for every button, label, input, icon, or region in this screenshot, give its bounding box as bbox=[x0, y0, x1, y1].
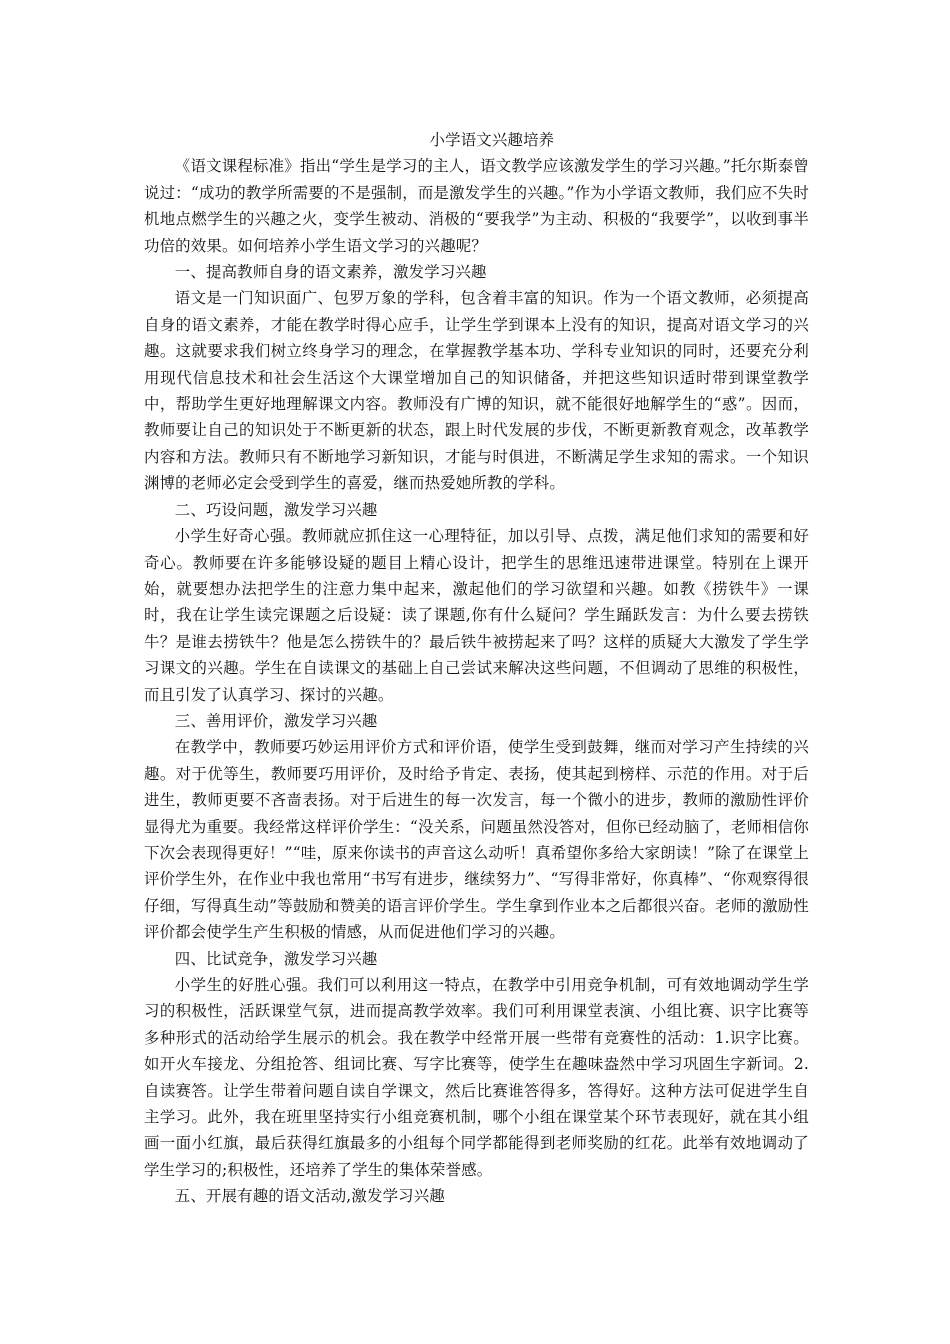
section-4-body: 小学生的好胜心强。我们可以利用这一特点，在教学中引用竞争机制，可有效地调动学生学习的积极性，活跃课堂气氛，进而提高教学效率。我们可利用课堂表演、小组比赛、识字比赛等多种形式的活动给学生展示的机会。我在教学中经常开展一些带有竞赛性的活动：1.识字比赛。如开火车接龙、分组抢答、组词比赛、写字比赛等，使学生在趣味盎然中学习巩固生字新词。2.自读赛答。让学生带着问题自读自学课文，然后比赛谁答得多，答得好。这种方法可促进学生自主学习。此外，我在班里坚持实行小组竞赛机制，哪个小组在课堂某个环节表现好，就在其小组画一面小红旗，最后获得红旗最多的小组每个同学都能得到老师奖励的红花。此举有效地调动了学生学习的;积极性，还培养了学生的集体荣誉感。 bbox=[144, 976, 809, 1179]
section-4-heading: 四、比试竞争，激发学习兴趣 bbox=[174, 949, 378, 968]
section-3-body: 在教学中，教师要巧妙运用评价方式和评价语，使学生受到鼓舞，继而对学习产生持续的兴趣。对于优等生，教师要巧用评价，及时给予肯定、表扬，使其起到榜样、示范的作用。对于后进生，教师更要不吝啬表扬。对于后进生的每一次发言，每一个微小的进步，教师的激励性评价显得尤为重要。我经常这样评价学生：“没关系，问题虽然没答对，但你已经动脑了，老师相信你下次会表现得更好！”“哇，原来你读书的声音这么动听！真希望你多给大家朗读！”除了在课堂上评价学生外，在作业中我也常用“书写有进步，继续努力”、“写得非常好，你真棒”、“你观察得很仔细，写得真生动”等鼓励和赞美的语言评价学生。学生拿到作业本之后都很兴奋。老师的激励性评价都会使学生产生积极的情感，从而促进他们学习的兴趣。 bbox=[144, 738, 809, 942]
document-content bbox=[144, 127, 809, 1210]
section-2-heading: 二、巧设问题，激发学习兴趣 bbox=[174, 500, 378, 519]
section-1-body: 语文是一门知识面广、包罗万象的学科，包含着丰富的知识。作为一个语文教师，必须提高自身的语文素养，才能在教学时得心应手，让学生学到课本上没有的知识，提高对语文学习的兴趣。这就要求我们树立终身学习的理念，在掌握教学基本功、学科专业知识的同时，还要充分利用现代信息技术和社会生活这个大课堂增加自己的知识储备，并把这些知识适时带到课堂教学中，帮助学生更好地理解课文内容。教师没有广博的知识，就不能很好地解学生的“惑”。因而，教师要让自己的知识处于不断更新的状态，跟上时代发展的步伐，不断更新教育观念，改革教学内容和方法。教师只有不断地学习新知识，才能与时俱进，不断满足学生求知的需求。一个知识渊博的老师必定会受到学生的喜爱，继而热爱她所教的学科。 bbox=[144, 289, 809, 493]
section-5-heading: 五、开展有趣的语文活动,激发学习兴趣 bbox=[174, 1187, 445, 1206]
section-1-heading: 一、提高教师自身的语文素养，激发学习兴趣 bbox=[174, 263, 487, 282]
section-3-heading: 三、善用评价，激发学习兴趣 bbox=[174, 711, 378, 730]
section-2-body: 小学生好奇心强。教师就应抓住这一心理特征，加以引导、点拨，满足他们求知的需要和好奇心。教师要在许多能够设疑的题目上精心设计，把学生的思维迅速带进课堂。特别在上课开始，就要想办法把学生的注意力集中起来，激起他们的学习欲望和兴趣。如教《捞铁牛》一课时，我在让学生读完课题之后设疑：读了课题,你有什么疑问？学生踊跃发言：为什么要去捞铁牛？是谁去捞铁牛？他是怎么捞铁牛的？最后铁牛被捞起来了吗？这样的质疑大大激发了学生学习课文的兴趣。学生在自读课文的基础上自己尝试来解决这些问题，不但调动了思维的积极性，而且引发了认真学习、探讨的兴趣。 bbox=[144, 527, 809, 704]
document-title: 小学语文兴趣培养 bbox=[429, 131, 555, 149]
intro-paragraph: 《语文课程标准》指出“学生是学习的主人，语文教学应该激发学生的学习兴趣。”托尔斯泰曾说过：“成功的教学所需要的不是强制，而是激发学生的兴趣。”作为小学语文教师，我们应不失时机地点燃学生的兴趣之火，变学生被动、消极的“要我学”为主动、积极的“我要学”，以收到事半功倍的效果。如何培养小学生语文学习的兴趣呢？ bbox=[144, 157, 809, 255]
